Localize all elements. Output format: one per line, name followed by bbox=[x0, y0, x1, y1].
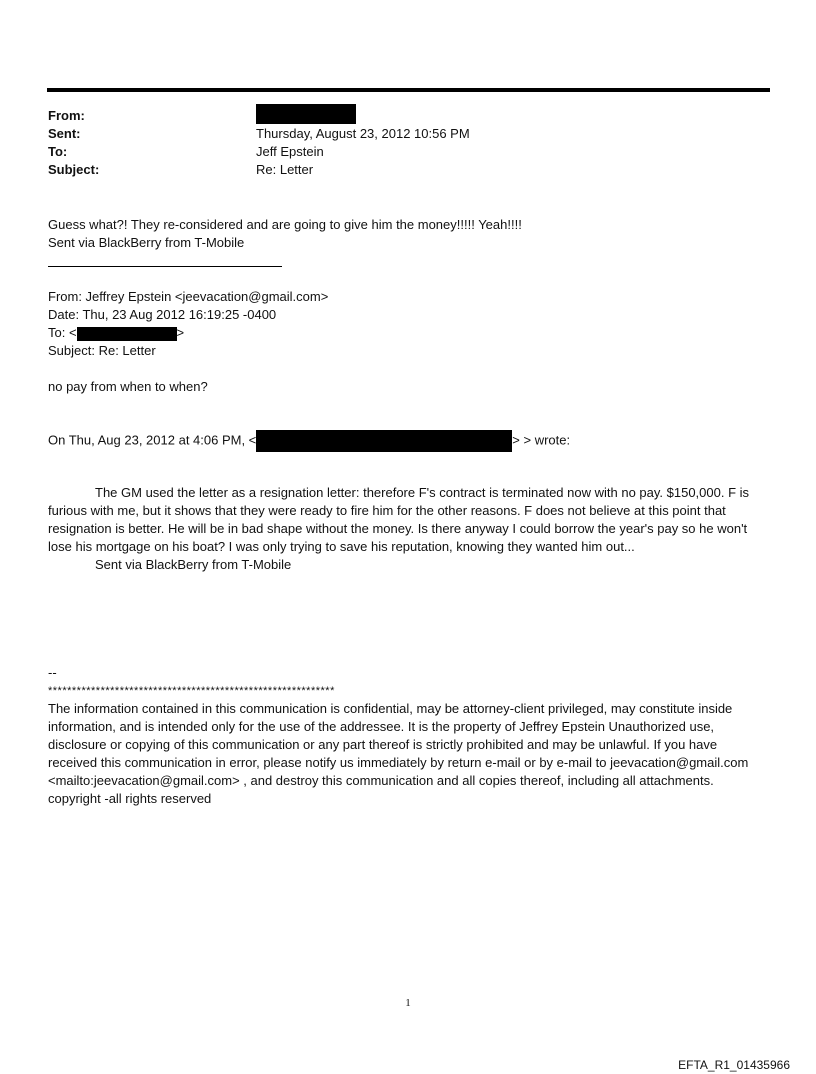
from-row bbox=[48, 107, 748, 125]
page-number: 1 bbox=[405, 997, 411, 1009]
reply-body bbox=[48, 216, 768, 252]
to-value: Jeff Epstein bbox=[256, 144, 324, 159]
subject-label: Subject: bbox=[48, 162, 100, 177]
document-id: EFTA_R1_01435966 bbox=[678, 1058, 790, 1072]
reply-text: Guess what?! They re-considered and are going to give him the money!!!!! Yeah!!!! bbox=[48, 217, 522, 232]
quoted-to: To: < > bbox=[48, 325, 185, 340]
original-signature: Sent via BlackBerry from T-Mobile bbox=[95, 557, 292, 572]
email-header bbox=[48, 107, 748, 179]
from-value-redacted bbox=[256, 104, 356, 124]
quoted-body: no pay from when to when? bbox=[48, 379, 208, 394]
quoted-subject: Subject: Re: Letter bbox=[48, 343, 156, 358]
original-body: The GM used the letter as a resignation letter: therefore F's contract is terminated now with no pay. $150,000. F is furious with me, but it shows that they were ready to fire him for the other reasons. F does not believe at this point that resignation is better. He will be in bad shape without the money. Is there anyway I could borrow the year's pay so he won't lose his mortgage on his boat? I was only trying to save his reputation, knowing they wanted him out... bbox=[48, 485, 750, 554]
subject-row bbox=[48, 161, 748, 179]
sent-label: Sent: bbox=[48, 126, 81, 141]
quoted-header bbox=[48, 288, 768, 360]
sent-value: Thursday, August 23, 2012 10:56 PM bbox=[256, 126, 470, 141]
to-row bbox=[48, 143, 748, 161]
subject-value: Re: Letter bbox=[256, 162, 314, 177]
from-label: From: bbox=[48, 108, 85, 123]
original-sender-redacted bbox=[256, 430, 512, 452]
original-attribution: On Thu, Aug 23, 2012 at 4:06 PM, < > > wrote: bbox=[48, 430, 768, 452]
quote-separator bbox=[48, 266, 282, 267]
to-label: To: bbox=[48, 144, 68, 159]
reply-signature: Sent via BlackBerry from T-Mobile bbox=[48, 235, 245, 250]
quoted-to-redacted bbox=[77, 327, 177, 341]
footer-stars: ************************************************************ bbox=[48, 685, 335, 697]
quoted-from: From: Jeffrey Epstein <jeevacation@gmail.com> bbox=[48, 289, 329, 304]
footer-dashes: -- bbox=[48, 665, 57, 680]
original-message bbox=[48, 484, 768, 574]
sent-row bbox=[48, 125, 748, 143]
quoted-date: Date: Thu, 23 Aug 2012 16:19:25 -0400 bbox=[48, 307, 277, 322]
header-rule bbox=[47, 88, 770, 92]
footer-disclaimer: The information contained in this communication is confidential, may be attorney-client privileged, may constitute inside information, and is intended only for the use of the addressee. It is the property of Jeffrey Epstein Unauthorized use, disclosure or copying of this communication or any part thereof is strictly prohibited and may be unlawful. If you have received this communication in error, please notify us immediately by return e-mail or by e-mail to jeevacation@gmail.com <mailto:jeevacation@gmail.com> , and destroy this communication and all copies thereof, including all attachments. copyright -all rights reserved bbox=[48, 701, 749, 806]
disclaimer-footer bbox=[48, 664, 768, 808]
